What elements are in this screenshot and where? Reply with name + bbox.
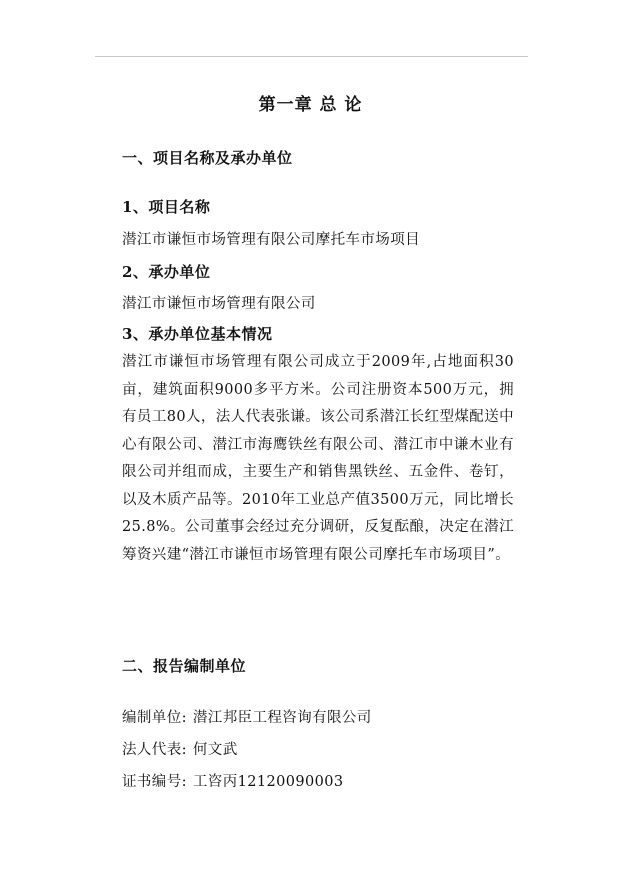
subheading-project-name: 1、项目名称 (122, 198, 211, 216)
report-unit-label: 编制单位: (122, 710, 187, 726)
undertaker-info-paragraph: 潜江市谦恒市场管理有限公司成立于2009年,占地面积30亩，建筑面积9000多平方米。公司注册资本500万元，拥有员工80人，法人代表张谦。该公司系潜江长红型煤配送中心有限公司、潜江市海鹰铁丝有限公司、潜江市中谦木业有限公司并组而成，主要生产和销售黑铁丝、五金件、卷钉，以及木质产品等。2010年工业总产值3500万元，同比增长25.8%。公司董事会经过充分调研，反复酝酿，决定在潜江筹资兴建“潜江市谦恒市场管理有限公司摩托车市场项目”。 (122, 354, 514, 563)
legal-rep-row (122, 738, 238, 759)
report-unit-row (122, 706, 372, 727)
undertaker-text: 潜江市谦恒市场管理有限公司 (122, 296, 316, 312)
report-unit-value: 潜江邦臣工程咨询有限公司 (192, 710, 372, 726)
section-heading-report-unit: 二、报告编制单位 (122, 657, 247, 675)
project-name-text: 潜江市谦恒市场管理有限公司摩托车市场项目 (122, 232, 420, 248)
header-rule (95, 56, 528, 57)
legal-rep-label: 法人代表: (122, 742, 187, 758)
section-heading-project: 一、项目名称及承办单位 (122, 149, 293, 167)
certificate-row (122, 770, 343, 791)
certificate-value: 工咨丙12120090003 (192, 774, 344, 790)
chapter-title: 第一章 总 论 (258, 95, 363, 115)
legal-rep-value: 何文武 (192, 742, 238, 758)
subheading-undertaker: 2、承办单位 (122, 263, 211, 281)
subheading-undertaker-info: 3、承办单位基本情况 (122, 325, 273, 343)
certificate-label: 证书编号: (122, 774, 187, 790)
